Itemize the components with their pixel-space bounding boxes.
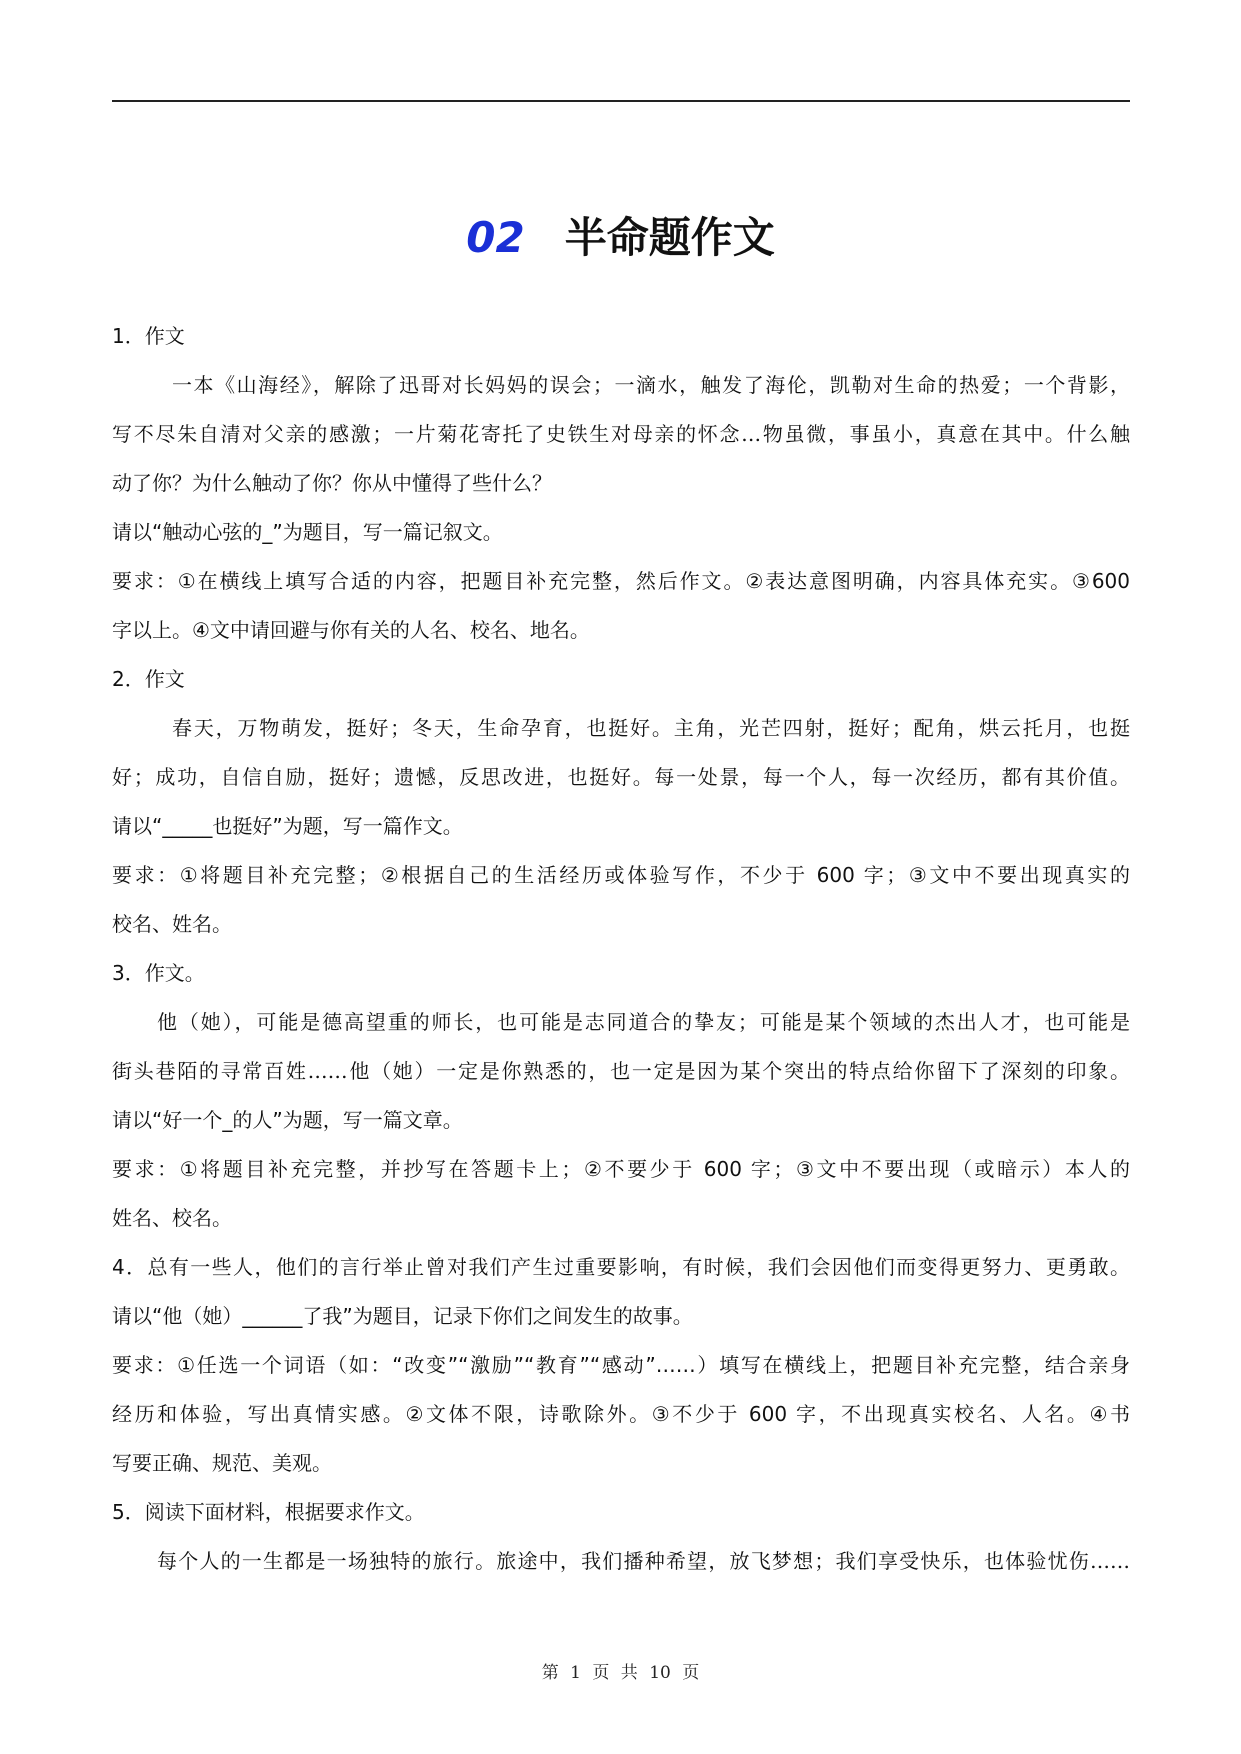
question-1-heading: 1．作文 [112, 324, 185, 348]
requirement-line: 要求：①将题目补充完整，并抄写在答题卡上；②不要少于 600 字；③文中不要出现（或暗示）本人的 [112, 1157, 1130, 1181]
prompt-line: 请以“好一个_的人”为题，写一篇文章。 [112, 1108, 463, 1132]
requirement-line: 要求：①将题目补充完整；②根据自己的生活经历或体验写作，不少于 600 字；③文中不要出现真实的 [112, 863, 1130, 887]
prompt-line: 请以“_____也挺好”为题，写一篇作文。 [112, 814, 463, 838]
question-3-heading: 3．作文。 [112, 961, 205, 985]
paragraph-line: 写不尽朱自清对父亲的感激；一片菊花寄托了史铁生对母亲的怀念…物虽微，事虽小，真意在其中。什么触 [112, 422, 1130, 446]
question-2-heading: 2．作文 [112, 667, 185, 691]
requirement-line: 经历和体验，写出真情实感。②文体不限，诗歌除外。③不少于 600 字，不出现真实校名、人名。④书 [112, 1402, 1130, 1426]
requirement-line: 校名、姓名。 [112, 912, 232, 936]
section-number: 02 [466, 213, 525, 262]
question-4-heading: 4．总有一些人，他们的言行举止曾对我们产生过重要影响，有时候，我们会因他们而变得更努力、更勇敢。 [112, 1255, 1130, 1279]
paragraph-line: 好；成功，自信自励，挺好；遗憾，反思改进，也挺好。每一处景，每一个人，每一次经历，都有其价值。 [112, 765, 1130, 789]
paragraph-line: 一本《山海经》，解除了迅哥对长妈妈的误会；一滴水，触发了海伦，凯勒对生命的热爱；一个背影， [172, 373, 1130, 397]
prompt-line: 请以“触动心弦的_”为题目，写一篇记叙文。 [112, 520, 503, 544]
header-rule [112, 100, 1130, 102]
prompt-line: 请以“他（她）______了我”为题目，记录下你们之间发生的故事。 [112, 1304, 693, 1328]
page-title [0, 205, 1241, 265]
requirement-line: 写要正确、规范、美观。 [112, 1451, 332, 1475]
paragraph-line: 他（她），可能是德高望重的师长，也可能是志同道合的挚友；可能是某个领域的杰出人才，也可能是 [157, 1010, 1130, 1034]
requirement-line: 要求：①在横线上填写合适的内容，把题目补充完整，然后作文。②表达意图明确，内容具体充实。③600 [112, 569, 1130, 593]
requirement-line: 要求：①任选一个词语（如：“改变”“激励”“教育”“感动”……）填写在横线上，把题目补充完整，结合亲身 [112, 1353, 1130, 1377]
paragraph-line: 街头巷陌的寻常百姓……他（她）一定是你熟悉的，也一定是因为某个突出的特点给你留下了深刻的印象。 [112, 1059, 1130, 1083]
paragraph-line: 春天，万物萌发，挺好；冬天，生命孕育，也挺好。主角，光芒四射，挺好；配角，烘云托月，也挺 [172, 716, 1130, 740]
paragraph-line: 每个人的一生都是一场独特的旅行。旅途中，我们播种希望，放飞梦想；我们享受快乐，也体验忧伤…… [157, 1549, 1130, 1573]
requirement-line: 姓名、校名。 [112, 1206, 232, 1230]
section-title: 半命题作文 [564, 213, 775, 262]
paragraph-line: 动了你？为什么触动了你？你从中懂得了些什么？ [112, 471, 552, 495]
question-5-heading: 5．阅读下面材料，根据要求作文。 [112, 1500, 425, 1524]
page-footer: 第 1 页 共 10 页 [541, 1663, 700, 1683]
requirement-line: 字以上。④文中请回避与你有关的人名、校名、地名。 [112, 618, 590, 642]
